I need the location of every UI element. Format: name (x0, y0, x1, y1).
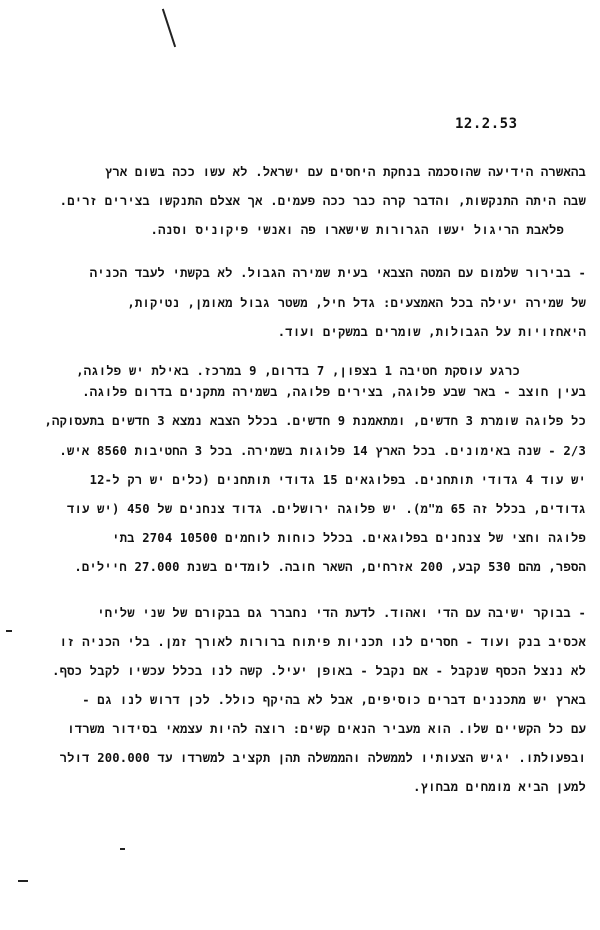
text-line: יש עוד 4 גדודי תותחנים. בפלוגאים 15 גדודי תותחנים (כלים יש רק ל-12 (89, 473, 586, 487)
text-line: גדודים, בכלל זה 65 מ"מ). יש פלוגה ירושלים. גדוד צנחנים של 450 (יש עוד (66, 502, 586, 516)
text-line: עם כל הקשיים שלו. הוא מעביר הנאים קשים: רוצה להיות עצמאי בסידור משרדו (67, 722, 586, 736)
document-date: 12.2.53 (455, 116, 518, 132)
text-line: כל פלוגה שומרת 3 חדשים, ומתאמנת 9 חדשים. בכלל הצבא נמצא 3 חדשים בתעסוקה, (44, 414, 586, 428)
stray-mark (18, 880, 28, 882)
stray-mark (6, 630, 12, 632)
stray-mark (120, 848, 125, 850)
text-line: של שמירה יעילה בכל האמצעים: גדל חיל, משטר גבול מאומן, נטיקות, (127, 296, 586, 310)
text-line: בהאשרה הידיעה שהוסכמה בנחקת היחסים עם ישראל. לא עשו ככה בשום ארץ (104, 165, 586, 179)
pen-stroke-mark (162, 9, 176, 48)
text-line: בארץ יש מתכננים דברים כוסיפים, אבל לא בהיקף כולל. לכן דרוש לנו גם - (82, 693, 586, 707)
text-line: ובפעולתו. יגיש הצעותיו לממשלה והממשלה תהן תקציב למשרדו עד 200.000 דולר (59, 751, 586, 765)
text-line: אכסיב בנק ועוד - חסרים לנו תכניות פיתוח ברורות לאורך זמן. בלי הכניה זו (59, 635, 586, 649)
text-line: שבה היתה התנקשות, והדבר קרה כבר ככה פעמים. אך אצלם התנקשו בצירים זרים. (59, 194, 586, 208)
text-line: הספר, מהם 530 קבע, 200 אזרחים, השאר חובה. לומדים בשנת 27.000 חיילים. (74, 560, 586, 574)
text-line: פלוגה וחצי של צנחנים בפלוגאים. בכלל כוחות לוחמים 10500 2704 בתי (112, 531, 586, 545)
text-line: פלאבת הריגול יעשו הגרורות שישארו פה ואנשי פיקוניס וסנה. (150, 223, 564, 237)
text-line: בעין חוצב - באר שבע פלוגה, בצירים פלוגה, בשמירה מתקנים בדרום פלוגה. (82, 385, 586, 399)
text-line: - בבירור שלמום עם המטה הצבאי בעית שמירה הגבול. לא בקשתי לעבד הכניה (89, 266, 586, 280)
text-line: לא ננצל הכסף שנקבל - אם נקבל - באופן יעיל. קשה לנו בכלל עכשיו לקבל כסף. (52, 664, 586, 678)
text-line: 2/3 - שנה באימונים. בכל הארץ 14 פלוגות בשמירה. בכל 3 החטיבות 8560 איש. (59, 444, 586, 458)
text-line: - בבוקר ישיבה עם הדי ואהוד. לדעת הדי נחברר גם בבקורם של שני שליחי (97, 606, 586, 620)
text-line: היאחזויות על הגבולות, שומרים במשקים ועוד. (277, 325, 586, 339)
text-line: כרגע עוסקת חטיבה 1 בצפון, 7 בדרום, 9 במרכז. באילת יש פלוגה, (76, 364, 520, 378)
text-line: למען הביא מומחים מבחוץ. (413, 780, 586, 794)
